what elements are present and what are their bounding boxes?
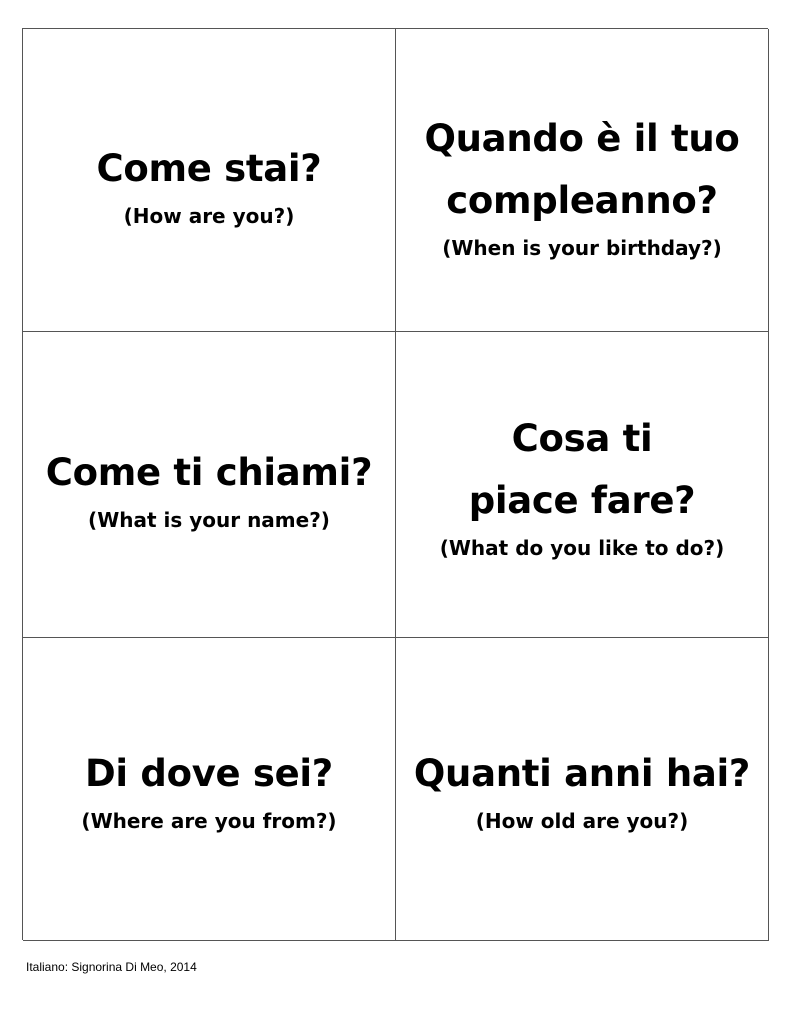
english-translation: (When is your birthday?) bbox=[442, 236, 722, 260]
flashcard-come-ti-chiami bbox=[23, 332, 396, 638]
italian-phrase: Come stai? bbox=[96, 147, 322, 190]
flashcard-quanti-anni-hai bbox=[396, 638, 769, 941]
italian-phrase: Quanti anni hai? bbox=[413, 752, 751, 795]
italian-phrase: Di dove sei? bbox=[85, 752, 333, 795]
flashcard-grid bbox=[22, 28, 768, 940]
italian-phrase: Cosa ti piace fare? bbox=[468, 416, 696, 522]
flashcard-di-dove-sei bbox=[23, 638, 396, 941]
english-translation: (How old are you?) bbox=[475, 809, 689, 833]
flashcard-come-stai bbox=[23, 29, 396, 332]
english-translation: (How are you?) bbox=[123, 204, 295, 228]
english-translation: (Where are you from?) bbox=[81, 809, 337, 833]
italian-phrase: Come ti chiami? bbox=[45, 450, 373, 494]
italian-phrase: Quando è il tuo compleanno? bbox=[424, 117, 740, 222]
flashcard-cosa-ti-piace-fare bbox=[396, 332, 769, 638]
english-translation: (What is your name?) bbox=[88, 507, 330, 532]
footer-credit: Italiano: Signorina Di Meo, 2014 bbox=[26, 960, 197, 974]
flashcard-quando-compleanno bbox=[396, 29, 769, 332]
english-translation: (What do you like to do?) bbox=[439, 535, 725, 560]
